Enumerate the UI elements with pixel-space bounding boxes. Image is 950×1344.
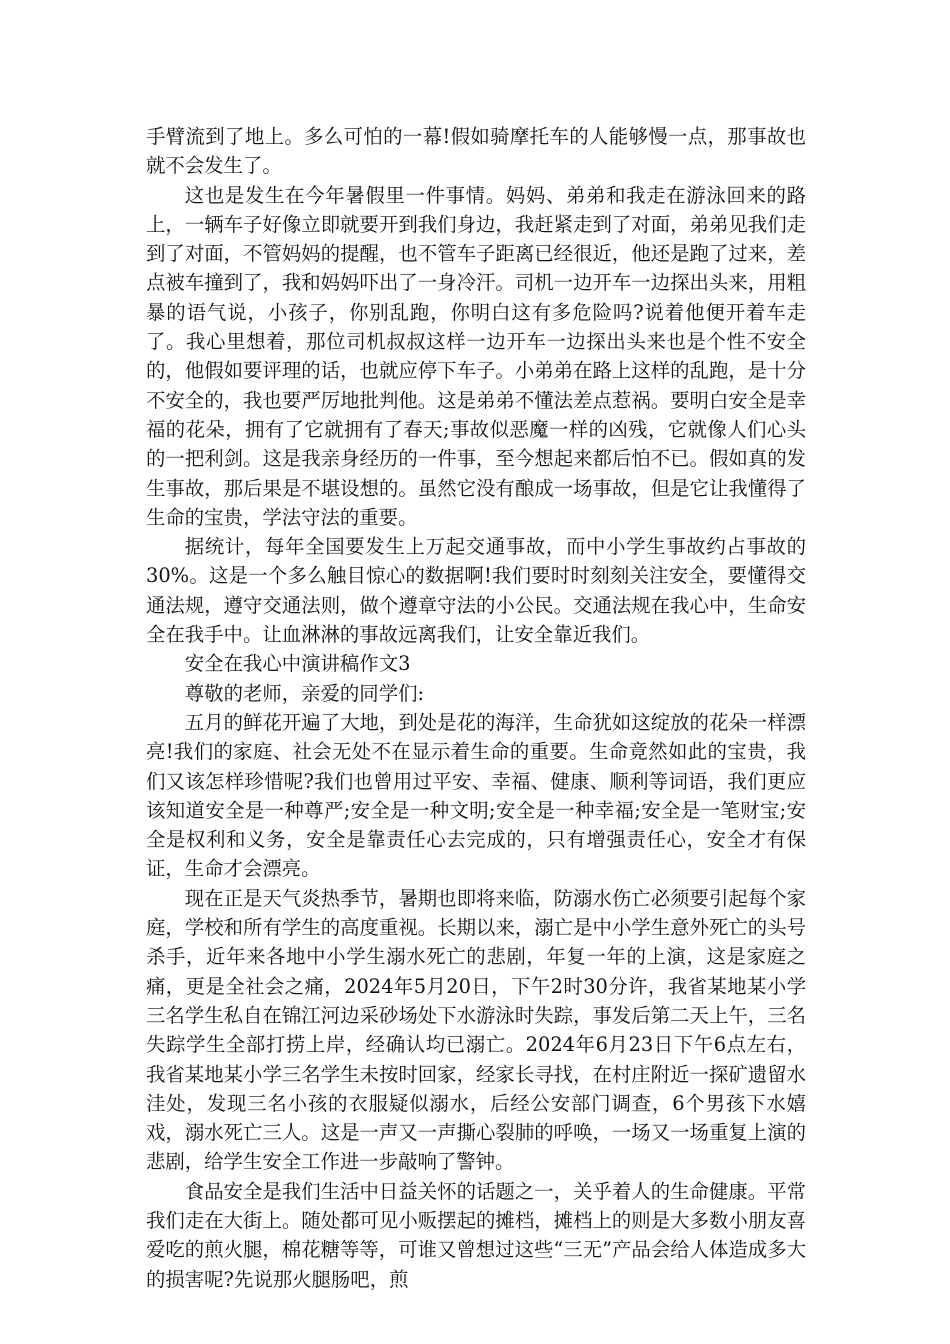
paragraph-summer-incident: 这也是发生在今年暑假里一件事情。妈妈、弟弟和我走在游泳回来的路上，一辆车子好像立即就要开到我们身边，我赶紧走到了对面，弟弟见我们走到了对面，不管妈妈的提醒，也不管车子距离已经很近，他还是跑了过来，差点被车撞到了，我和妈妈吓出了一身冷汗。司机一边开车一边探出头来，用粗暴的语气说，小孩子，你别乱跑，你明白这有多危险吗?说着他便开着车走了。我心里想着，那位司机叔叔这样一边开车一边探出头来也是个性不安全的，他假如要评理的话，也就应停下车子。小弟弟在路上这样的乱跑，是十分不安全的，我也要严厉地批判他。这是弟弟不懂法差点惹祸。要明白安全是幸福的花朵，拥有了它就拥有了春天;事故似恶魔一样的凶残，它就像人们心头的一把利剑。这是我亲身经历的一件事，至今想起来都后怕不已。假如真的发生事故，那后果是不堪设想的。虽然它没有酿成一场事故，但是它让我懂得了生命的宝贵，学法守法的重要。 (146, 183, 806, 529)
paragraph-food-safety: 食品安全是我们生活中日益关怀的话题之一，关乎着人的生命健康。平常我们走在大街上。随处都可见小贩摆起的摊档，摊档上的则是大多数小朋友喜爱吃的煎火腿，棉花糖等等，可谁又曾想过这些“三无”产品会给人体造成多大的损害呢?先说那火腿肠吧，煎 (146, 1179, 806, 1291)
paragraph-may-flowers: 五月的鲜花开遍了大地，到处是花的海洋，生命犹如这绽放的花朵一样漂亮!我们的家庭、社会无处不在显示着生命的重要。生命竟然如此的宝贵，我们又该怎样珍惜呢?我们也曾用过平安、幸福、健康、顺利等词语，我们更应该知道安全是一种尊严;安全是一种文明;安全是一种幸福;安全是一笔财宝;安全是权利和义务，安全是靠责任心去完成的，只有增强责任心，安全才有保证，生命才会漂亮。 (146, 710, 806, 881)
salutation: 尊敬的老师，亲爱的同学们: (184, 681, 425, 705)
section-heading: 安全在我心中演讲稿作文3 (184, 652, 411, 676)
paragraph-drowning: 现在正是天气炎热季节，暑期也即将来临，防溺水伤亡必须要引起每个家庭，学校和所有学生的高度重视。长期以来，溺亡是中小学生意外死亡的头号杀手，近年来各地中小学生溺水死亡的悲剧，年复一年的上演，这是家庭之痛，更是全社会之痛，2024年5月20日，下午2时30分许，我省某地某小学三名学生私自在锦江河边采砂场处下水游泳时失踪，事发后第二天上午，三名失踪学生全部打捞上岸，经确认均已溺亡。2024年6月23日下午6点左右，我省某地某小学三名学生未按时回家，经家长寻找，在村庄附近一探矿遗留水洼处，发现三名小孩的衣服疑似溺水，后经公安部门调查，6个男孩下水嬉戏，溺水死亡三人。这是一声又一声撕心裂肺的呼唤，一场又一场重复上演的悲剧，给学生安全工作进一步敲响了警钟。 (146, 886, 806, 1174)
document-body (146, 122, 806, 1294)
paragraph-statistics: 据统计，每年全国要发生上万起交通事故，而中小学生事故约占事故的30%。这是一个多么触目惊心的数据啊!我们要时时刻刻关注安全，要懂得交通法规，遵守交通法则，做个遵章守法的小公民。交通法规在我心中，生命安全在我手中。让血淋淋的事故远离我们，让安全靠近我们。 (146, 535, 806, 647)
paragraph-continued: 手臂流到了地上。多么可怕的一幕!假如骑摩托车的人能够慢一点，那事故也就不会发生了。 (146, 125, 806, 178)
